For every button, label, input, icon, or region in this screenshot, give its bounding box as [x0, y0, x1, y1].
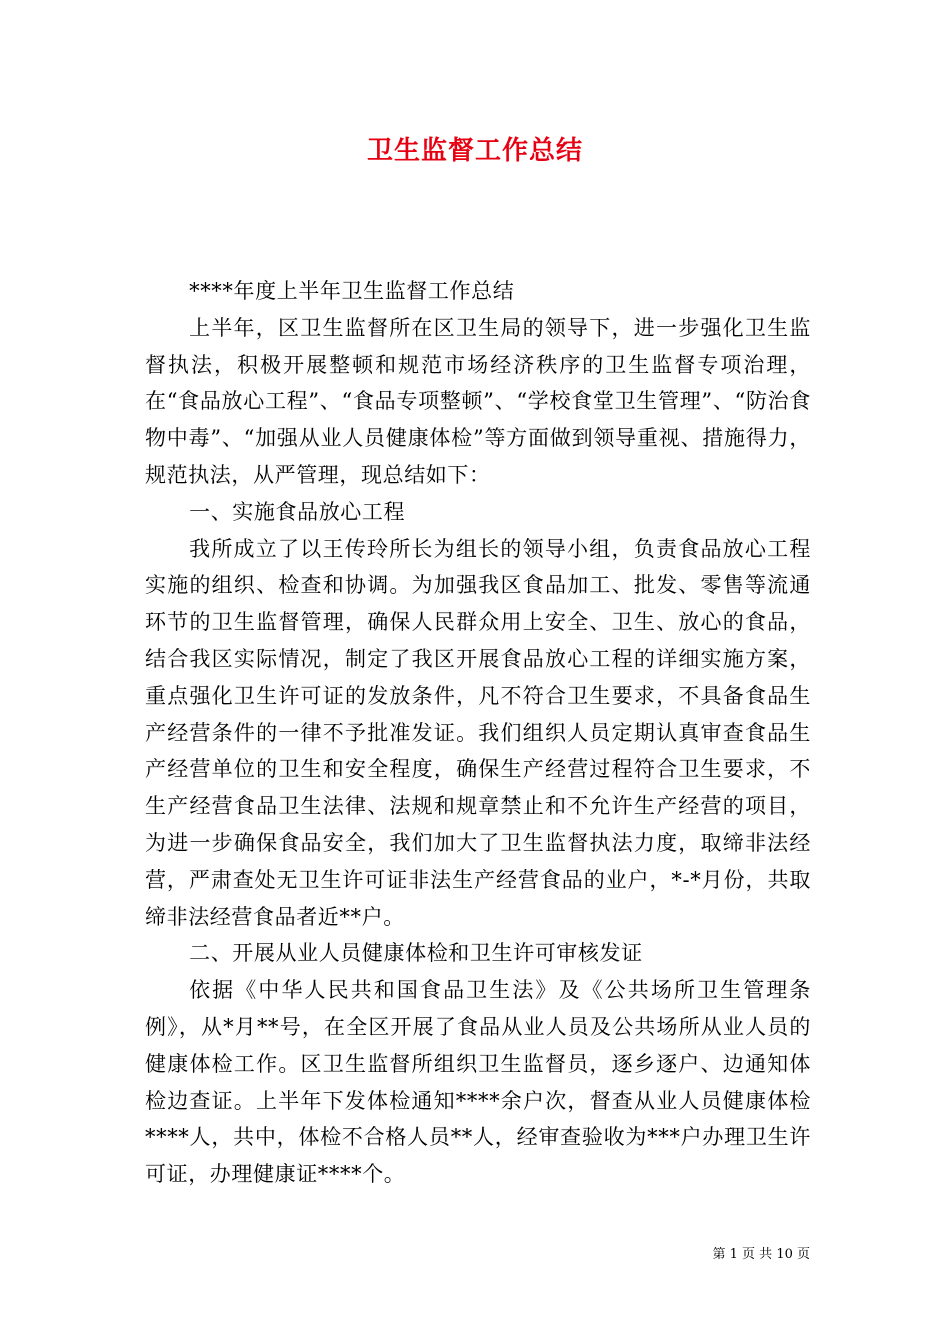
paragraph-subtitle: ****年度上半年卫生监督工作总结 [189, 279, 515, 303]
section-heading-2: 二、开展从业人员健康体检和卫生许可审核发证 [189, 941, 643, 966]
page-number: 第 1 页 共 10 页 [712, 1247, 810, 1262]
page-title: 卫生监督工作总结 [366, 136, 583, 166]
paragraph-section-1: 我所成立了以王传玲所长为组长的领导小组，负责食品放心工程实施的组织、检查和协调。为加强我区食品加工、批发、零售等流通环节的卫生监督管理，确保人民群众用上安全、卫生、放心的食品，结合我区实际情况，制定了我区开展食品放心工程的详细实施方案，重点强化卫生许可证的发放条件，凡不符合卫生要求，不具备食品生产经营条件的一律不予批准发证。我们组织人员定期认真审查食品生产经营单位的卫生和安全程度，确保生产经营过程符合卫生要求，不生产经营食品卫生法律、法规和规章禁止和不允许生产经营的项目，为进一步确保食品安全，我们加大了卫生监督执法力度，取缔非法经营，严肃查处无卫生许可证非法生产经营食品的业户，*-*月份，共取缔非法经营食品者近**户。 [145, 536, 811, 929]
paragraph-section-2: 依据《中华人民共和国食品卫生法》及《公共场所卫生管理条例》，从*月**号，在全区开展了食品从业人员及公共场所从业人员的健康体检工作。区卫生监督所组织卫生监督员，逐乡逐户、边通知体检边查证。上半年下发体检通知****余户次，督查从业人员健康体检****人，共中，体检不合格人员**人，经审查验收为***户办理卫生许可证，办理健康证****个。 [145, 978, 811, 1187]
paragraph-intro: 上半年，区卫生监督所在区卫生局的领导下，进一步强化卫生监督执法，积极开展整顿和规范市场经济秩序的卫生监督专项治理，在“食品放心工程”、“食品专项整顿”、“学校食堂卫生管理”、“防治食物中毒”、“加强从业人员健康体检”等方面做到领导重视、措施得力，规范执法，从严管理，现总结如下： [145, 315, 811, 487]
document-body [145, 273, 811, 1193]
section-heading-1: 一、实施食品放心工程 [189, 499, 406, 524]
